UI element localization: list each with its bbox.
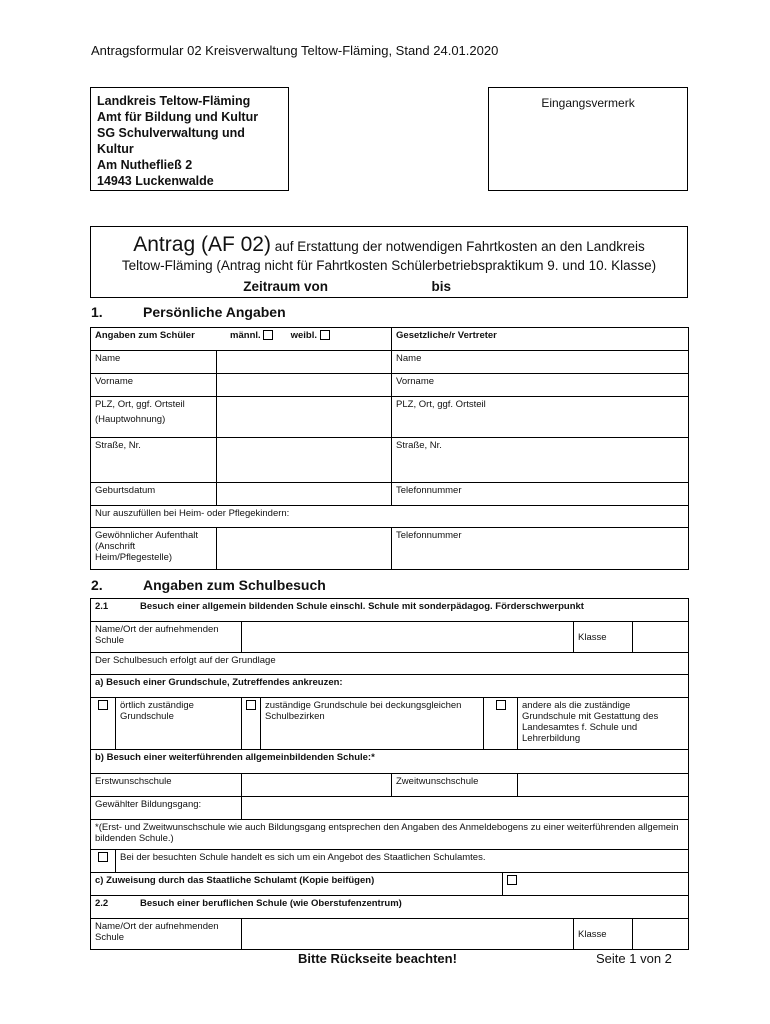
a-opt1-label: örtlich zuständige Grundschule (116, 698, 242, 750)
address-line: 14943 Luckenwalde (97, 174, 214, 188)
zweitwunsch-label: Zweitwunschschule (392, 774, 518, 797)
guardian-name-field[interactable] (392, 351, 689, 374)
school-name-field[interactable] (242, 622, 574, 653)
hauptwohnung-label: (Hauptwohnung) (95, 414, 166, 425)
geburtsdatum-label: Geburtsdatum (91, 483, 217, 506)
guardian-vorname-field[interactable] (392, 374, 689, 397)
school2-name-label: Name/Ort der aufnehmenden Schule (91, 919, 242, 950)
form-header: Antragsformular 02 Kreisverwaltung Teltow-Fläming, Stand 24.01.2020 (91, 43, 499, 58)
plz-label: PLZ, Ort, ggf. Ortsteil (95, 399, 185, 410)
section-2-2-title: Besuch einer beruflichen Schule (wie Oberstufenzentrum) (140, 898, 402, 909)
a-opt1-cell (91, 698, 116, 750)
school-name-label: Name/Ort der aufnehmenden Schule (91, 622, 242, 653)
a-opt2-cell (242, 698, 261, 750)
klasse-field[interactable] (633, 622, 689, 653)
erstwunsch-field[interactable] (242, 774, 392, 797)
guardian-telefon-label: Telefonnummer (396, 485, 462, 496)
grundlage-text: Der Schulbesuch erfolgt auf der Grundlage (91, 653, 689, 675)
section-1-heading (91, 304, 286, 320)
guardian-strasse-field[interactable] (392, 438, 689, 483)
male-checkbox[interactable] (263, 330, 273, 340)
a-opt3-checkbox[interactable] (496, 700, 506, 710)
klasse2-field[interactable] (633, 919, 689, 950)
option-b-heading: b) Besuch einer weiterführenden allgemeinbildenden Schule:* (91, 750, 689, 774)
title-subtext: Teltow-Fläming (Antrag nicht für Fahrtkosten Schülerbetriebspraktikum 9. und 10. Klasse) (121, 258, 657, 273)
student-plz-label (91, 397, 217, 438)
eingangsvermerk-box (488, 87, 688, 191)
b-footnote: *(Erst- und Zweitwunschschule wie auch Bildungsgang entsprechen den Angaben des Anmeldebogens zu einer weiterführenden allgemein bildenden Schule.) (91, 820, 689, 850)
guardian-header: Gesetzliche/r Vertreter (392, 328, 689, 351)
address-line: Landkreis Teltow-Fläming (97, 94, 251, 108)
geburtsdatum-field[interactable] (217, 483, 392, 506)
address-line: Am Nuthefließ 2 (97, 158, 193, 172)
address-line: Amt für Bildung und Kultur (97, 110, 259, 124)
option-c-cell (503, 873, 689, 896)
student-name-label: Name (91, 351, 217, 374)
option-c-checkbox[interactable] (507, 875, 517, 885)
student-name-field[interactable] (217, 351, 392, 374)
address-line: SG Schulverwaltung und (97, 126, 245, 140)
aufenthalt-field[interactable] (217, 528, 392, 570)
a-opt3-label: andere als die zuständige Grundschule mit Gestattung des Landesamtes f. Schule und Lehrerbildung (518, 698, 689, 750)
title-box (90, 226, 688, 298)
section-2-1-number: 2.1 (95, 601, 109, 612)
address-line: Kultur (97, 142, 134, 156)
title-text: auf Erstattung der notwendigen Fahrtkosten an den Landkreis (270, 239, 645, 254)
student-strasse-label: Straße, Nr. (91, 438, 217, 483)
heim-telefon-label: Telefonnummer (396, 530, 462, 541)
section-2-1-title: Besuch einer allgemein bildenden Schule einschl. Schule mit sonderpädagog. Förderschwerpunkt (140, 601, 584, 612)
female-checkbox[interactable] (320, 330, 330, 340)
a-opt2-label: zuständige Grundschule bei deckungsgleichen Schulbezirken (261, 698, 484, 750)
male-label: männl. (230, 330, 261, 341)
option-a-heading: a) Besuch einer Grundschule, Zutreffendes ankreuzen: (91, 675, 689, 698)
heim-note: Nur auszufüllen bei Heim- oder Pflegekindern: (91, 506, 689, 528)
school-table (90, 598, 689, 950)
section-number: 1. (91, 304, 103, 320)
zeitraum-bis-label: bis (431, 279, 452, 294)
section-title: Angaben zum Schulbesuch (143, 577, 326, 593)
student-strasse-field[interactable] (217, 438, 392, 483)
page-number: Seite 1 von 2 (596, 951, 672, 966)
student-vorname-field[interactable] (217, 374, 392, 397)
eingangsvermerk-label: Eingangsvermerk (541, 96, 635, 110)
personal-data-table (90, 327, 689, 570)
section-2-2-number: 2.2 (95, 898, 109, 909)
section-title: Persönliche Angaben (143, 304, 286, 320)
student-header-cell (91, 328, 392, 351)
recipient-address (90, 87, 289, 191)
student-plz-field[interactable] (217, 397, 392, 438)
aufenthalt-label: Gewöhnlicher Aufenthalt (Anschrift Heim/Pflegestelle) (91, 528, 217, 570)
option-c-heading: c) Zuweisung durch das Staatliche Schulamt (Kopie beifügen) (91, 873, 503, 896)
bildungsgang-label: Gewählter Bildungsgang: (91, 797, 242, 820)
bildungsgang-field[interactable] (242, 797, 689, 820)
erstwunsch-label: Erstwunschschule (91, 774, 242, 797)
school2-name-field[interactable] (242, 919, 574, 950)
guardian-strasse-label: Straße, Nr. (396, 440, 442, 451)
heim-telefon-field[interactable] (392, 528, 689, 570)
reverse-side-note: Bitte Rückseite beachten! (298, 951, 457, 966)
guardian-name-label: Name (396, 353, 422, 364)
section-2-1-heading (91, 599, 689, 622)
a-opt3-cell (484, 698, 518, 750)
zweitwunsch-field[interactable] (518, 774, 689, 797)
section-number: 2. (91, 577, 103, 593)
form-title: Antrag (AF 02) (133, 233, 271, 256)
staatl-checkbox[interactable] (98, 852, 108, 862)
a-opt1-checkbox[interactable] (98, 700, 108, 710)
klasse-label: Klasse (574, 622, 633, 653)
zeitraum-label: Zeitraum von (243, 279, 328, 294)
guardian-plz-field[interactable] (392, 397, 689, 438)
klasse2-label: Klasse (574, 919, 633, 950)
guardian-vorname-label: Vorname (396, 376, 435, 387)
guardian-plz-label: PLZ, Ort, ggf. Ortsteil (396, 399, 486, 410)
staatl-label: Bei der besuchten Schule handelt es sich um ein Angebot des Staatlichen Schulamtes. (116, 850, 689, 873)
section-2-heading (91, 577, 326, 593)
section-2-2-heading (91, 896, 689, 919)
guardian-telefon-field[interactable] (392, 483, 689, 506)
student-vorname-label: Vorname (91, 374, 217, 397)
student-header: Angaben zum Schüler (95, 330, 195, 341)
staatl-cell (91, 850, 116, 873)
female-label: weibl. (290, 330, 317, 341)
a-opt2-checkbox[interactable] (246, 700, 256, 710)
